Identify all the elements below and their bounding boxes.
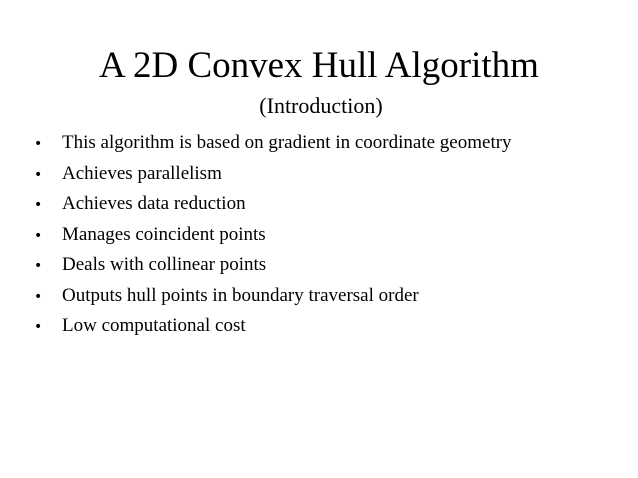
bullet-item — [34, 311, 512, 342]
bullet-item — [34, 159, 512, 190]
bullet-icon: • — [34, 319, 43, 335]
bullet-text: Deals with collinear points — [62, 254, 267, 275]
slide-subtitle — [0, 92, 638, 120]
bullet-item — [34, 220, 512, 251]
bullet-icon: • — [34, 136, 43, 152]
bullet-item — [34, 250, 512, 281]
bullet-text: This algorithm is based on gradient in coordinate geometry — [62, 132, 512, 153]
bullet-text: Manages coincident points — [62, 223, 266, 245]
bullet-text: Outputs hull points in boundary traversal order — [62, 284, 419, 306]
slide-title: A 2D Convex Hull Algorithm — [99, 45, 539, 86]
bullet-text: Achieves parallelism — [62, 162, 222, 184]
bullet-icon: • — [34, 288, 43, 305]
slide-subtitle-text: (Introduction) — [259, 93, 383, 118]
bullet-icon: • — [34, 197, 43, 213]
bullet-list — [34, 128, 512, 342]
bullet-item — [34, 281, 512, 312]
bullet-icon: • — [34, 166, 43, 183]
bullet-icon: • — [34, 258, 43, 274]
bullet-text: Achieves data reduction — [62, 193, 246, 214]
bullet-text: Low computational cost — [62, 315, 246, 336]
bullet-icon: • — [34, 227, 43, 244]
bullet-item — [34, 128, 512, 159]
bullet-item — [34, 189, 512, 220]
